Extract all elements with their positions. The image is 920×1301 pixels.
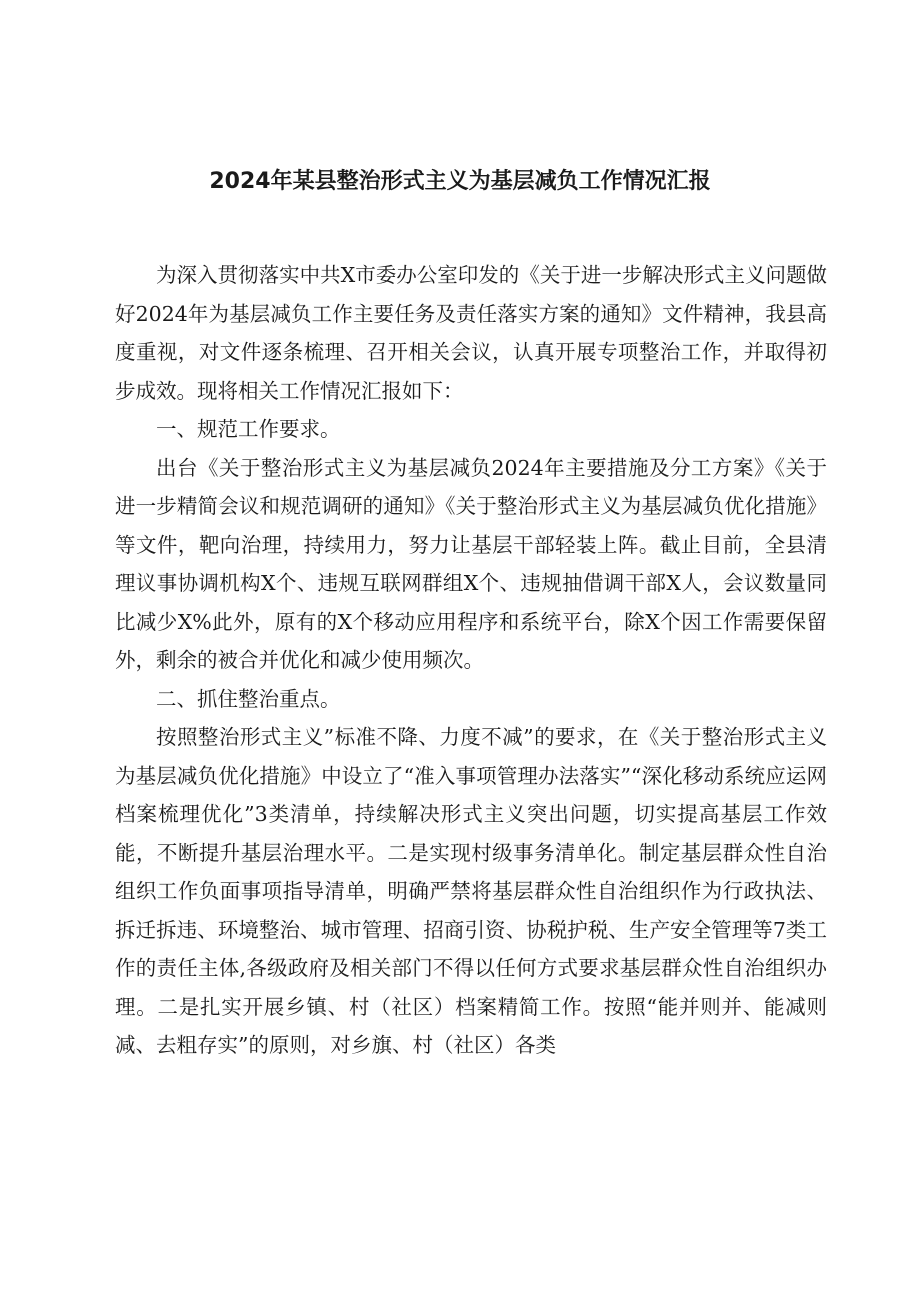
paragraph-intro: 为深入贯彻落实中共X市委办公室印发的《关于进一步解决形式主义问题做好2024年为基层减负工作主要任务及责任落实方案的通知》文件精神，我县高度重视，对文件逐条梳理、召开相关会议，认真开展专项整治工作，并取得初步成效。现将相关工作情况汇报如下： bbox=[115, 263, 827, 403]
document-title: 2024年某县整治形式主义为基层减负工作情况汇报 bbox=[209, 169, 711, 194]
paragraph-section-1: 出台《关于整治形式主义为基层减负2024年主要措施及分工方案》《关于进一步精简会议和规范调研的通知》《关于整治形式主义为基层减负优化措施》等文件，靶向治理，持续用力，努力让基层干部轻装上阵。截止目前，全县清理议事协调机构X个、违规互联网群组X个、违规抽借调干部X人，会议数量同比减少X%此外，原有的X个移动应用程序和系统平台，除X个因工作需要保留外，剩余的被合并优化和减少使用频次。 bbox=[115, 455, 827, 672]
section-heading-2: 二、抓住整治重点。 bbox=[156, 686, 341, 711]
section-heading-1: 一、规范工作要求。 bbox=[156, 417, 341, 441]
document-body bbox=[115, 256, 827, 1065]
paragraph-section-2: 按照整治形式主义”标准不降、力度不减”的要求，在《关于整治形式主义为基层减负优化措施》中设立了“准入事项管理办法落实”“深化移动系统应运网档案梳理优化”3类清单，持续解决形式主义突出问题，切实提高基层工作效能，不断提升基层治理水平。二是实现村级事务清单化。制定基层群众性自治组织工作负面事项指导清单，明确严禁将基层群众性自治组织作为行政执法、拆迁拆违、环境整治、城市管理、招商引资、协税护税、生产安全管理等7类工作的责任主体,各级政府及相关部门不得以任何方式要求基层群众性自治组织办理。二是扎实开展乡镇、村（社区）档案精简工作。按照“能并则并、能减则减、去粗存实”的原则，对乡旗、村（社区）各类 bbox=[115, 725, 827, 1057]
